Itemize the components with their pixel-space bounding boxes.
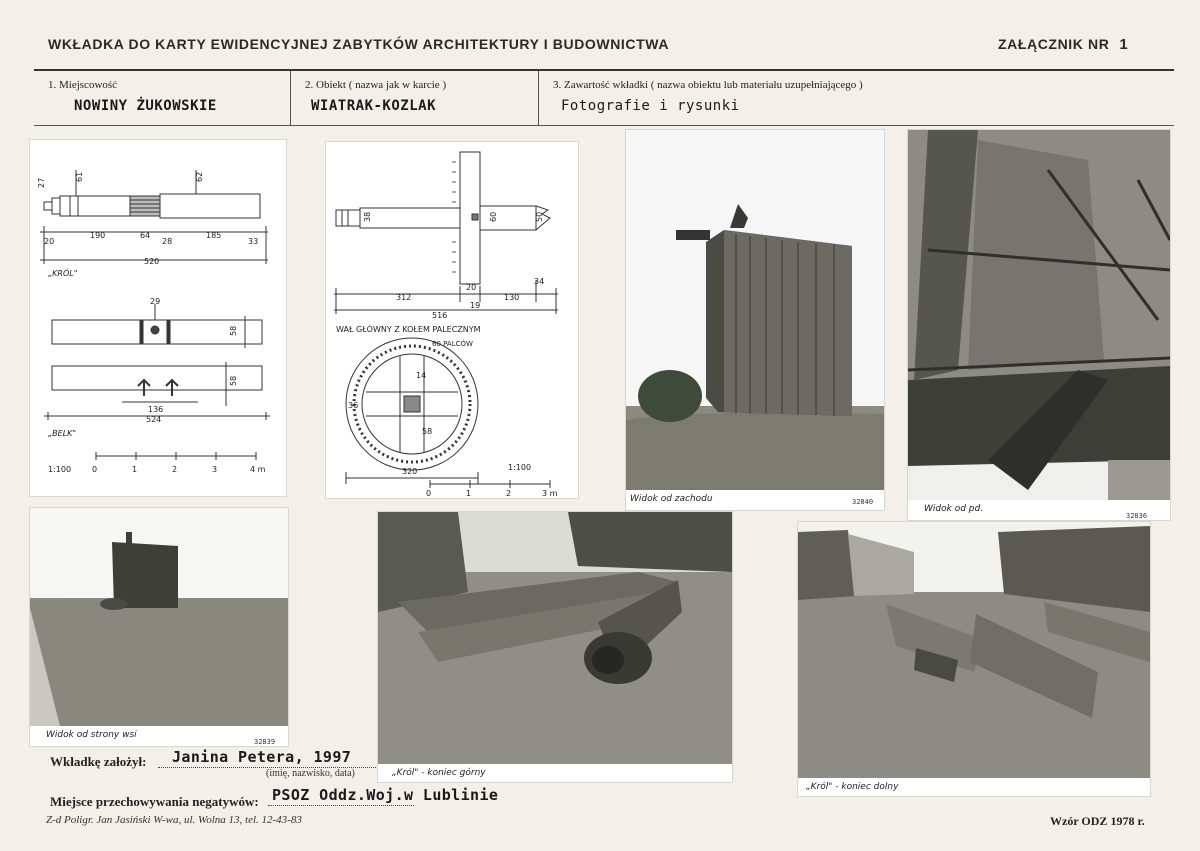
photo-south-view-image	[908, 130, 1170, 500]
drawing-main-shaft-svg	[326, 142, 578, 498]
field-content-label: 3. Zawartość wkładki ( nazwa obiektu lub materiału uzupełniającego )	[553, 79, 863, 91]
dim-28: 28	[162, 237, 173, 246]
annex-label	[998, 36, 1128, 53]
photo-village-number: 32839	[254, 738, 276, 746]
total-length-516: 516	[432, 311, 448, 320]
scale2-tick-3: 3 m	[542, 489, 558, 498]
total-length-524: 524	[146, 415, 162, 424]
scale2-tick-1: 1	[466, 489, 472, 498]
scale-tick-1: 1	[132, 465, 138, 474]
negatives-dots	[268, 805, 414, 806]
dim-36: 36	[348, 401, 359, 410]
scale-tick-4: 4 m	[250, 465, 266, 474]
negatives-label: Miejsce przechowywania negatywów:	[50, 794, 259, 809]
scale2-tick-0: 0	[426, 489, 432, 498]
photo-krol-lower-caption: „Król" - koniec dolny	[806, 782, 899, 792]
scale-label-2: 1:100	[508, 463, 532, 472]
dim-61: 61	[75, 171, 84, 182]
label-belk: „BELK"	[48, 429, 77, 438]
founder-hint: (imię, nazwisko, data)	[266, 768, 355, 779]
drawing-krol-belk-svg	[30, 140, 286, 496]
photo-west-caption: Widok od zachodu	[630, 494, 713, 504]
field-locality	[34, 71, 290, 126]
dim-14: 14	[416, 371, 427, 380]
form-id: Wzór ODZ 1978 r.	[1050, 814, 1145, 828]
dim-312: 312	[396, 293, 412, 302]
dim-20: 20	[466, 283, 477, 292]
sheet-title: WKŁADKA DO KARTY EWIDENCYJNEJ ZABYTKÓW ARCHITEKTURY I BUDOWNICTWA	[48, 36, 670, 52]
dim-62: 62	[195, 171, 204, 182]
photo-village-caption: Widok od strony wsi	[46, 730, 137, 740]
dim-64: 64	[140, 231, 151, 240]
drawing-krol-belk	[30, 140, 286, 496]
photo-krol-lower-image	[798, 522, 1150, 778]
founder-value: Janina Petera, 1997	[172, 748, 352, 766]
photo-krol-upper-end	[378, 512, 732, 782]
dim-58b: 58	[229, 375, 238, 386]
dim-58a: 58	[229, 325, 238, 336]
photo-south-number: 32836	[1126, 512, 1148, 520]
photo-village-view	[30, 508, 288, 746]
dim-60: 60	[489, 211, 498, 222]
photo-south-view	[908, 130, 1170, 520]
dim-50: 50	[535, 211, 544, 222]
field-content-value: Fotografie i rysunki	[561, 98, 740, 114]
dim-33: 33	[248, 237, 259, 246]
label-krol: „KRÓL"	[48, 269, 78, 278]
founder-label: Wkładkę założył:	[50, 754, 147, 769]
field-content	[538, 71, 1174, 126]
scale-tick-2: 2	[172, 465, 178, 474]
dim-320: 320	[402, 467, 418, 476]
printer-info: Z-d Poligr. Jan Jasiński W-wa, ul. Wolna 13, tel. 12-43-83	[46, 814, 302, 826]
drawing-main-shaft	[326, 142, 578, 498]
drawing-title-main-shaft: WAŁ GŁÓWNY Z KOŁEM PALECZNYM	[336, 325, 481, 334]
photo-krol-lower-end	[798, 522, 1150, 796]
photo-krol-upper-caption: „Król" - koniec górny	[392, 768, 486, 778]
photo-west-number: 32840	[852, 498, 874, 506]
photo-village-view-image	[30, 508, 288, 726]
photo-west-view	[626, 130, 884, 510]
field-locality-label: 1. Miejscowość	[48, 79, 118, 91]
scale-tick-0: 0	[92, 465, 98, 474]
dim-58: 58	[422, 427, 433, 436]
dim-20: 20	[44, 237, 55, 246]
scale2-tick-2: 2	[506, 489, 512, 498]
dim-29: 29	[150, 297, 161, 306]
label-60-palcow: 60 PALCÓW	[432, 340, 473, 348]
photo-south-caption: Widok od pd.	[924, 504, 984, 514]
dim-185: 185	[206, 231, 222, 240]
field-object-value: WIATRAK-KOZLAK	[311, 98, 437, 114]
dim-130: 130	[504, 293, 520, 302]
dim-19: 19	[470, 301, 481, 310]
dim-38: 38	[363, 211, 372, 222]
dim-136: 136	[148, 405, 164, 414]
negatives-value: PSOZ Oddz.Woj.w Lublinie	[272, 786, 499, 804]
photo-west-view-image	[626, 130, 884, 490]
annex-label-text: ZAŁĄCZNIK NR	[998, 36, 1110, 52]
total-length-520: 520	[144, 257, 160, 266]
dim-27: 27	[37, 177, 46, 188]
field-locality-value: NOWINY ŻUKOWSKIE	[74, 98, 217, 114]
annex-number: 1	[1119, 36, 1129, 53]
scale-label: 1:100	[48, 465, 72, 474]
photo-krol-upper-image	[378, 512, 732, 764]
field-object-label: 2. Obiekt ( nazwa jak w karcie )	[305, 79, 447, 91]
scale-tick-3: 3	[212, 465, 218, 474]
header-fields	[34, 69, 1174, 126]
field-object	[290, 71, 538, 126]
dim-34: 34	[534, 277, 545, 286]
dim-190: 190	[90, 231, 106, 240]
